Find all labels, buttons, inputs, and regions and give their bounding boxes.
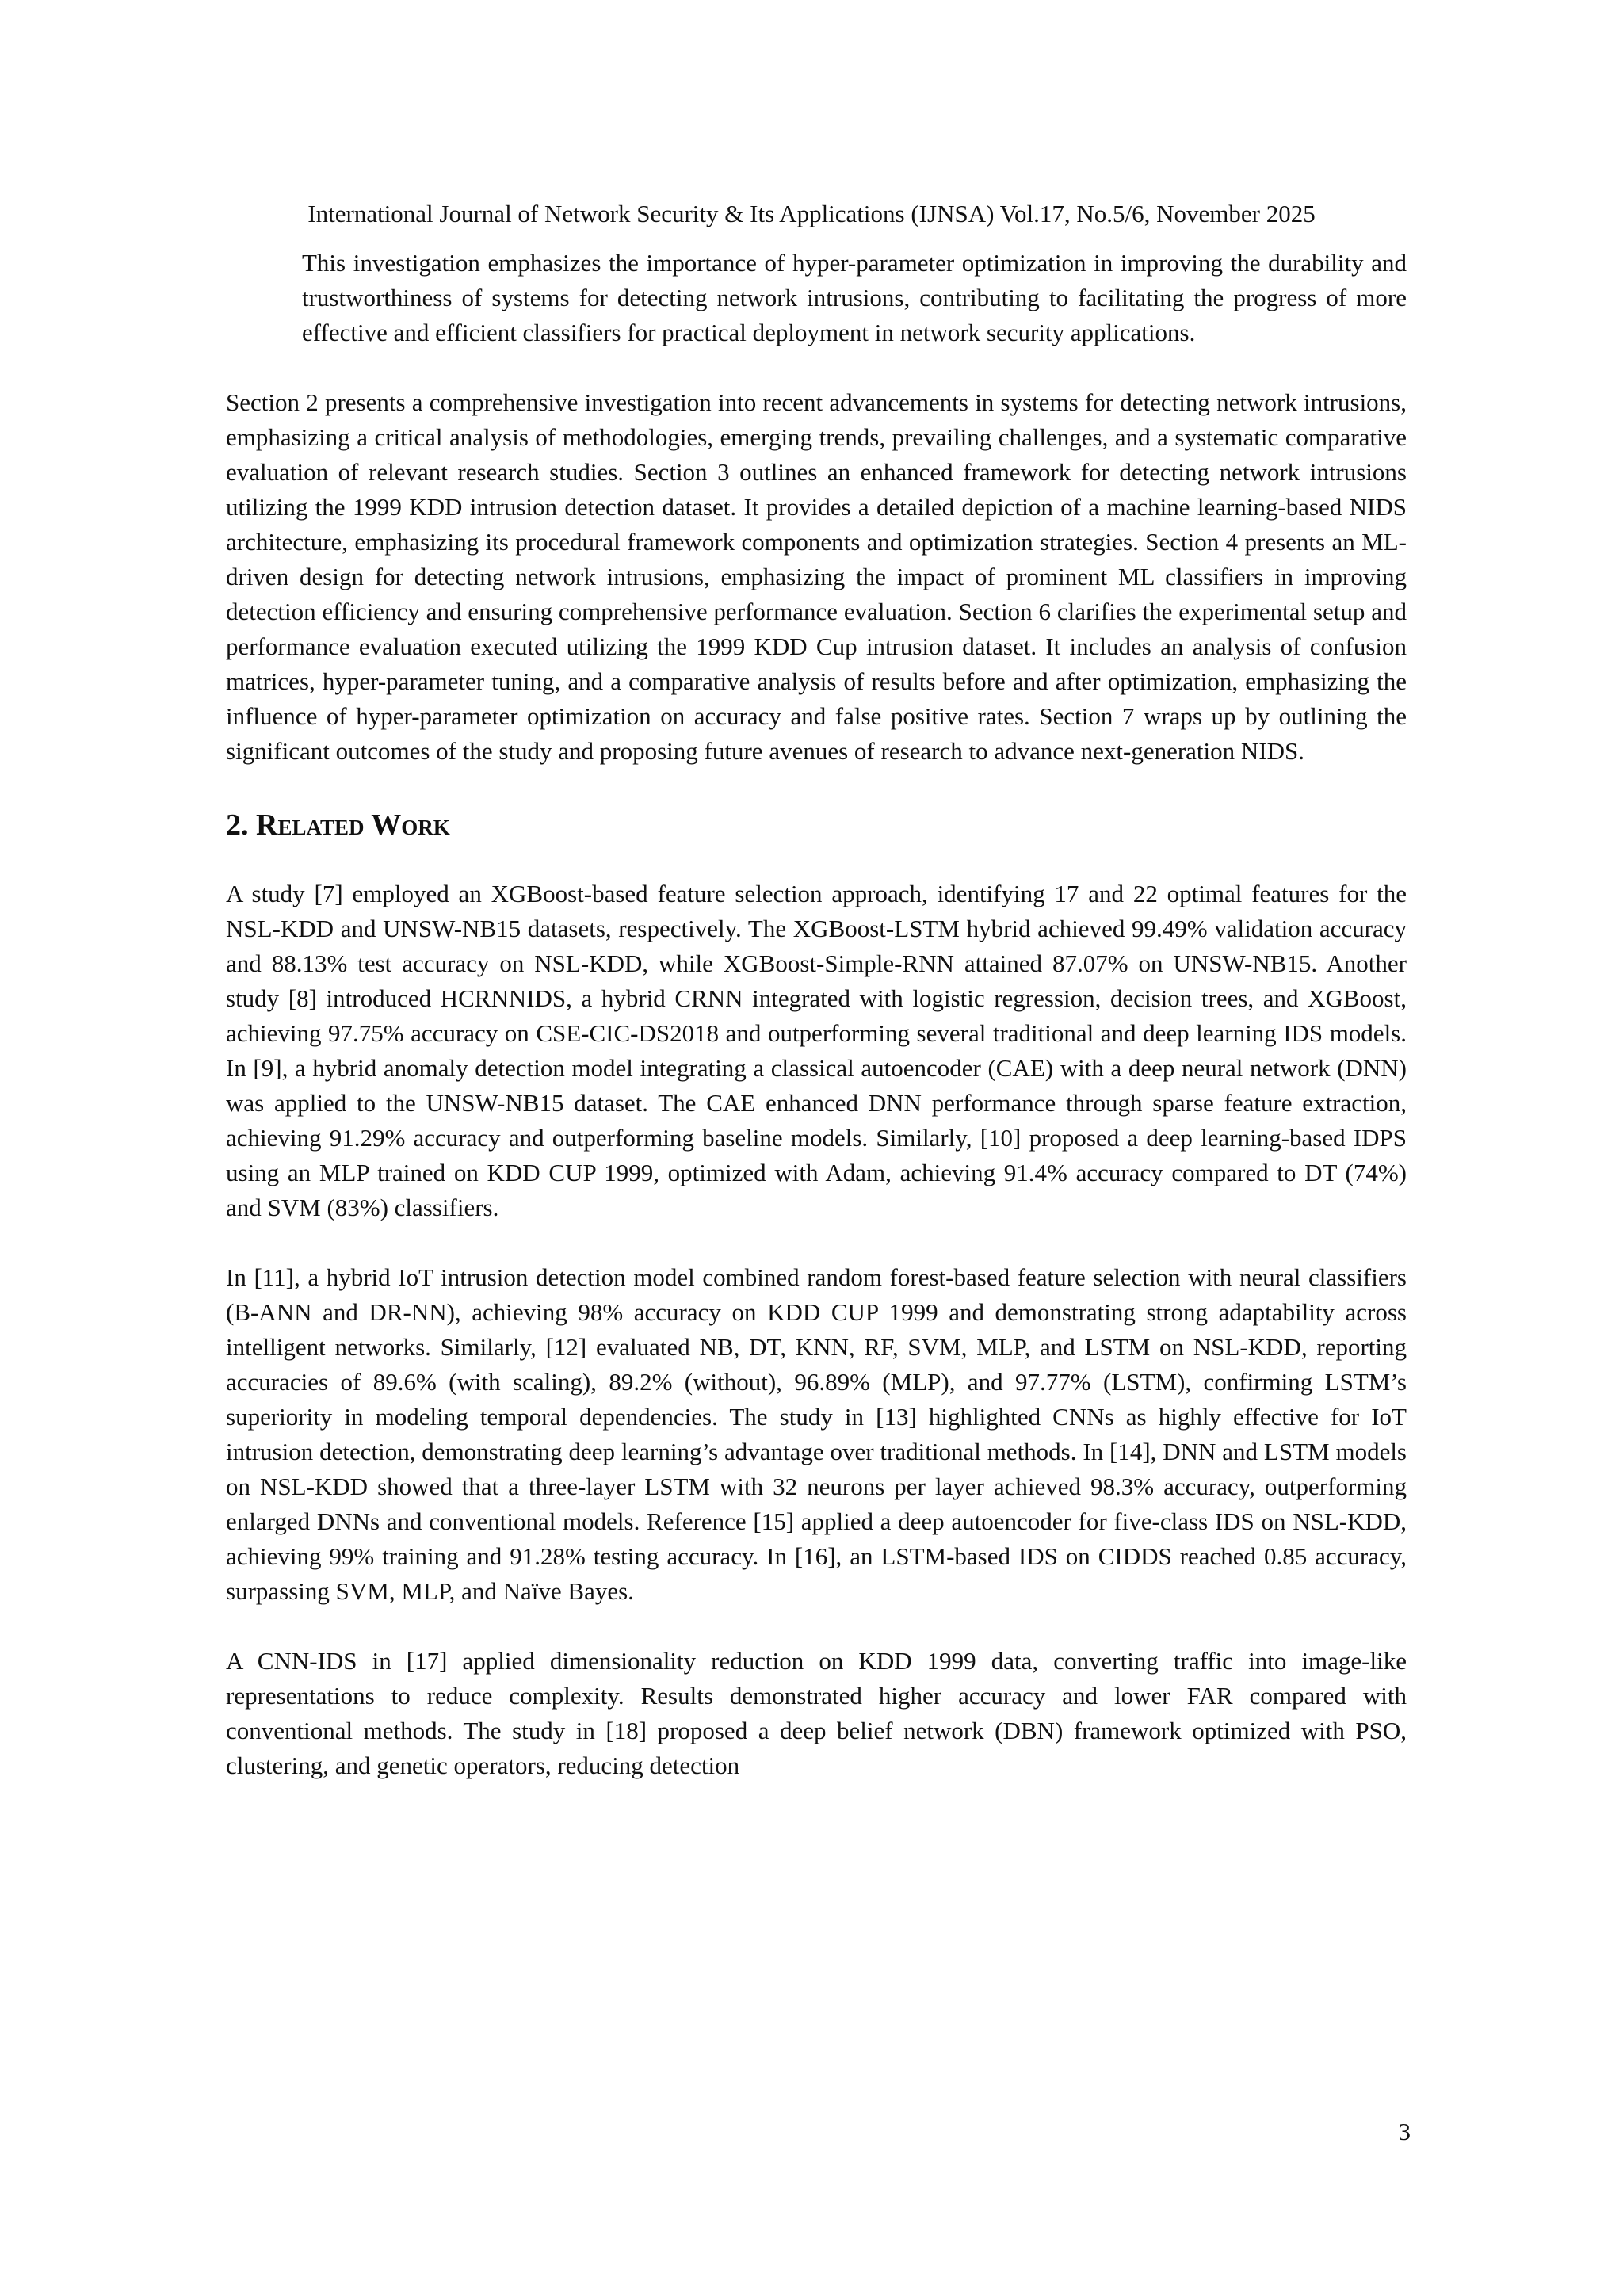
- related-work-paragraph-2: In [11], a hybrid IoT intrusion detection model combined random forest-based feature selection with neural classifiers (B-ANN and DR-NN), achieving 98% accuracy on KDD CUP 1999 and demonstrating strong adaptability across intelligent networks. Similarly, [12] evaluated NB, DT, KNN, RF, SVM, MLP, and LSTM on NSL-KDD, reporting accuracies of 89.6% (with scaling), 89.2% (without), 96.89% (MLP), and 97.77% (LSTM), confirming LSTM’s superiority in modeling temporal dependencies. The study in [13] highlighted CNNs as highly effective for IoT intrusion detection, demonstrating deep learning’s advantage over traditional methods. In [14], DNN and LSTM models on NSL-KDD showed that a three-layer LSTM with 32 neurons per layer achieved 98.3% accuracy, outperforming enlarged DNNs and conventional models. Reference [15] applied a deep autoencoder for five-class IDS on NSL-KDD, achieving 99% training and 91.28% testing accuracy. In [16], an LSTM-based IDS on CIDDS reached 0.85 accuracy, surpassing SVM, MLP, and Naïve Bayes.: [226, 1263, 1407, 1605]
- page-body: [226, 246, 1407, 1783]
- running-header: International Journal of Network Security & Its Applications (IJNSA) Vol.17, No.5/6, November 2025: [307, 200, 1316, 227]
- indented-summary-block: [302, 246, 1407, 350]
- section-heading-related-work: [226, 807, 1407, 843]
- related-work-paragraph-3: A CNN-IDS in [17] applied dimensionality reduction on KDD 1999 data, converting traffic into image-like representations to reduce complexity. Results demonstrated higher accuracy and lower FAR compared with conventional methods. The study in [18] proposed a deep belief network (DBN) framework optimized with PSO, clustering, and genetic operators, reducing detection: [226, 1647, 1407, 1779]
- paragraph-gap: [226, 1609, 1407, 1644]
- paragraph-gap: [226, 350, 1407, 385]
- related-work-paragraph-1: A study [7] employed an XGBoost-based feature selection approach, identifying 17 and 22 optimal features for the NSL-KDD and UNSW-NB15 datasets, respectively. The XGBoost-LSTM hybrid achieved 99.49% validation accuracy and 88.13% test accuracy on NSL-KDD, while XGBoost-Simple-RNN attained 87.07% on UNSW-NB15. Another study [8] introduced HCRNNIDS, a hybrid CRNN integrated with logistic regression, decision trees, and XGBoost, achieving 97.75% accuracy on CSE-CIC-DS2018 and outperforming several traditional and deep learning IDS models. In [9], a hybrid anomaly detection model integrating a classical autoencoder (CAE) with a deep neural network (DNN) was applied to the UNSW-NB15 dataset. The CAE enhanced DNN performance through sparse feature extraction, achieving 91.29% accuracy and outperforming baseline models. Similarly, [10] proposed a deep learning-based IDPS using an MLP trained on KDD CUP 1999, optimized with Adam, achieving 91.4% accuracy compared to DT (74%) and SVM (83%) classifiers.: [226, 880, 1407, 1221]
- organization-paragraph: Section 2 presents a comprehensive investigation into recent advancements in systems for detecting network intrusions, emphasizing a critical analysis of methodologies, emerging trends, prevailing challenges, and a systematic comparative evaluation of relevant research studies. Section 3 outlines an enhanced framework for detecting network intrusions utilizing the 1999 KDD intrusion detection dataset. It provides a detailed depiction of a machine learning-based NIDS architecture, emphasizing its procedural framework components and optimization strategies. Section 4 presents an ML-driven design for detecting network intrusions, emphasizing the impact of prominent ML classifiers in improving detection efficiency and ensuring comprehensive performance evaluation. Section 6 clarifies the experimental setup and performance evaluation executed utilizing the 1999 KDD Cup intrusion dataset. It includes an analysis of confusion matrices, hyper-parameter tuning, and a comparative analysis of results before and after optimization, emphasizing the influence of hyper-parameter optimization on accuracy and false positive rates. Section 7 wraps up by outlining the significant outcomes of the study and proposing future avenues of research to advance next-generation NIDS.: [226, 388, 1407, 765]
- section-number: 2.: [226, 808, 249, 842]
- page-number: 3: [1398, 2118, 1411, 2145]
- paragraph-gap: [226, 1225, 1407, 1260]
- section-title: Related Work: [256, 808, 450, 842]
- indented-paragraph: This investigation emphasizes the importance of hyper-parameter optimization in improving the durability and trustworthiness of systems for detecting network intrusions, contributing to facilitating the progress of more effective and efficient classifiers for practical deployment in network security applications.: [302, 249, 1407, 346]
